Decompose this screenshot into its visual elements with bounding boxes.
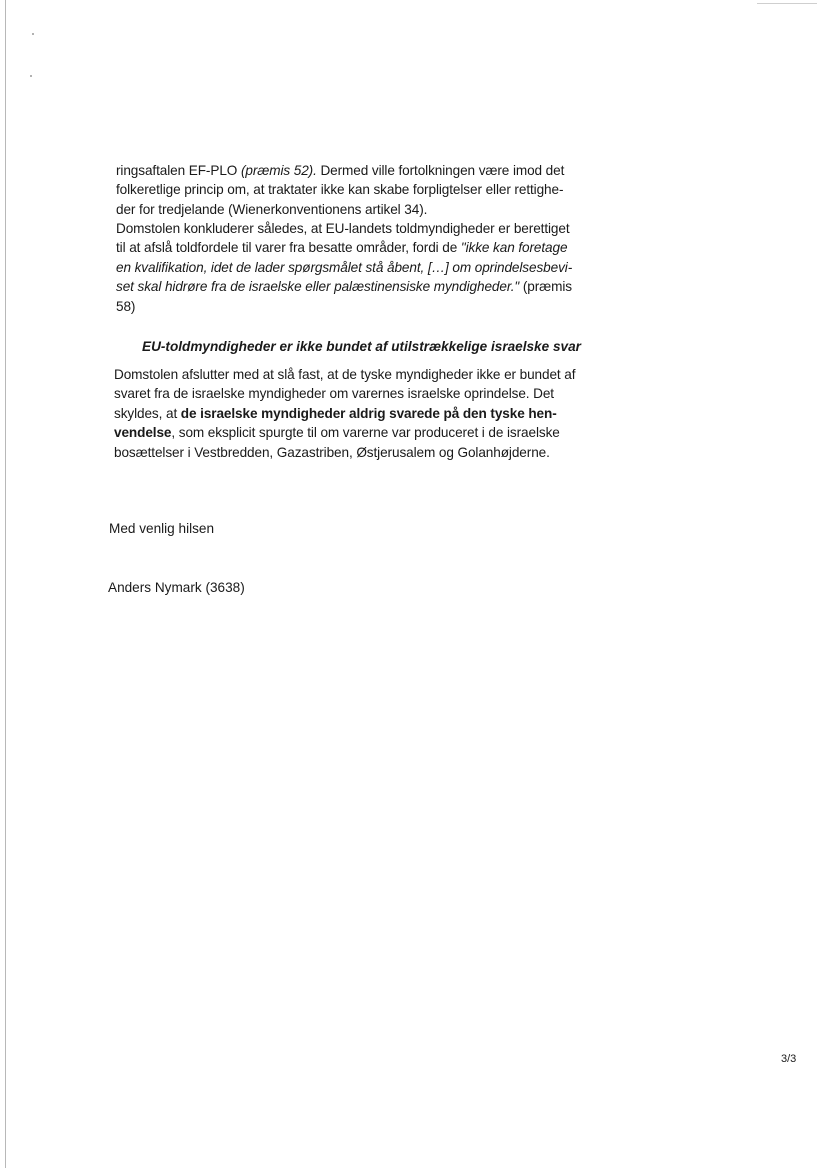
text-line — [116, 258, 601, 277]
text-run: til at afslå toldfordele til varer fra besatte områder, fordi de — [116, 240, 461, 256]
text-line — [116, 277, 601, 296]
scan-speck — [32, 33, 34, 35]
text-run: (præmis — [519, 279, 572, 295]
text-line: bosættelser i Vestbredden, Gazastriben, Østjerusalem og Golanhøjderne. — [114, 444, 550, 460]
paragraph-treaty-principle — [116, 161, 601, 219]
text-line: Domstolen konkluderer således, at EU-landets toldmyndigheder er berettiget — [116, 221, 570, 236]
text-line — [114, 423, 599, 442]
text-line: folkeretlige princip om, at traktater ikke kan skabe forpligtelser eller rettighe- — [116, 182, 564, 198]
italic-citation: (præmis 52). — [240, 163, 317, 178]
text-line: der for tredjelande (Wienerkonventionens artikel 34). — [116, 201, 428, 217]
text-line: svaret fra de israelske myndigheder om varernes israelske oprindelse. Det — [114, 386, 554, 402]
italic-quote: "ikke kan foretage — [460, 240, 568, 256]
italic-quote: en kvalifikation, idet de lader spørgsmålet stå åbent, […] om oprindelsesbevi- — [116, 259, 573, 275]
closing-salutation: Med venlig hilsen — [109, 521, 215, 536]
section-heading: EU-toldmyndigheder er ikke bundet af utilstrækkelige israelske svar — [142, 339, 581, 354]
paragraph-court-conclusion — [116, 219, 601, 316]
italic-quote: set skal hidrøre fra de israelske eller palæstinensiske myndigheder." — [116, 279, 520, 295]
text-run: ringsaftalen EF-PLO — [116, 163, 241, 178]
paragraph-german-authorities — [114, 365, 599, 462]
text-line — [116, 238, 601, 257]
bold-emphasis: vendelse — [114, 425, 172, 441]
scan-speck — [30, 75, 32, 77]
scan-edge-top — [757, 3, 817, 4]
text-line: 58) — [116, 298, 136, 314]
text-line: Domstolen afslutter med at slå fast, at de tyske myndigheder ikke er bundet af — [114, 367, 576, 382]
text-run: Dermed ville fortolkningen være imod det — [316, 163, 565, 178]
text-line — [114, 404, 599, 423]
scan-edge-left — [5, 0, 6, 1168]
bold-emphasis: de israelske myndigheder aldrig svarede på den tyske hen- — [180, 405, 557, 421]
text-run: skyldes, at — [114, 405, 181, 421]
signature-name: Anders Nymark (3638) — [108, 580, 245, 595]
text-run: , som eksplicit spurgte til om varerne var produceret i de israelske — [171, 425, 560, 441]
text-line — [116, 161, 601, 180]
page-number: 3/3 — [781, 1053, 797, 1065]
